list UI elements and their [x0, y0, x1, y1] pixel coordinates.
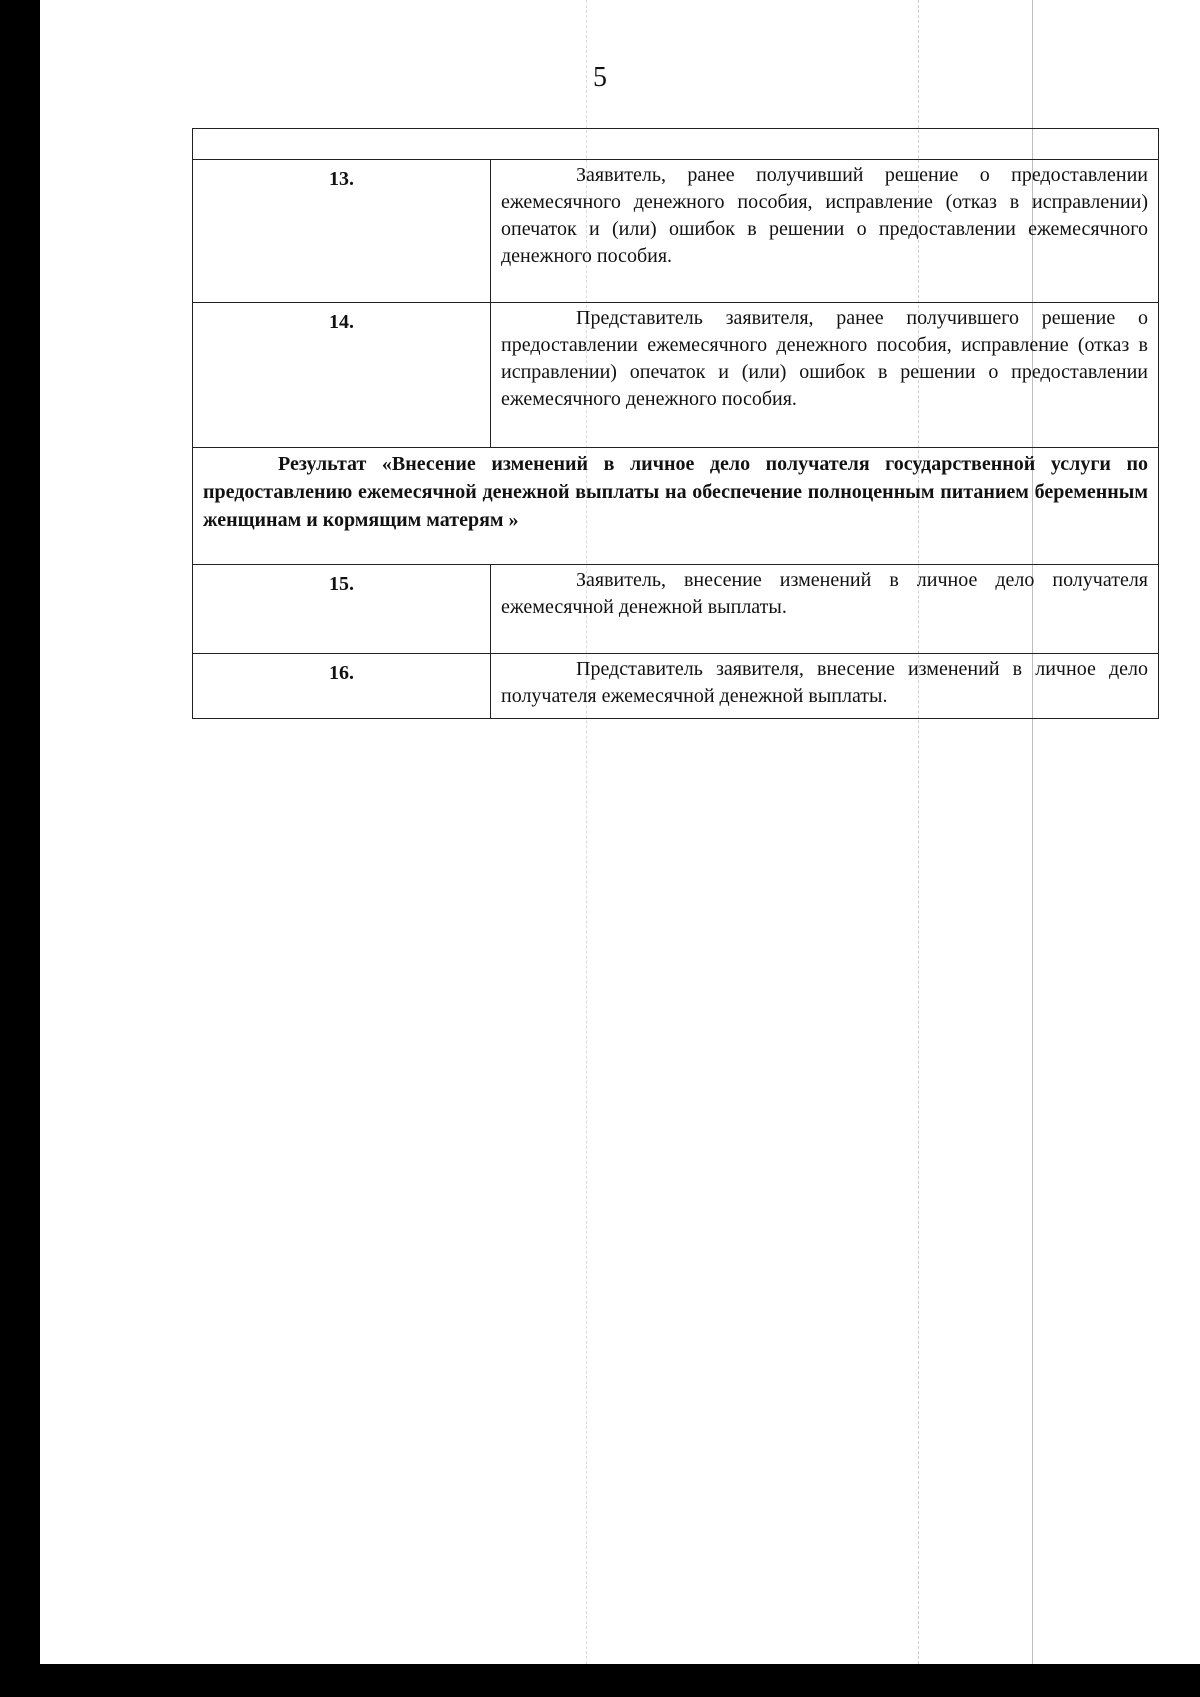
row-number: 13. — [193, 160, 491, 303]
document-table — [192, 128, 1159, 719]
row-number: 14. — [193, 303, 491, 448]
row-text: Заявитель, ранее получивший решение о предоставлении ежемесячного денежного пособия, исправление (отказ в исправлении) опечаток и (или) ошибок в решении о предоставлении ежемесячного денежного пособия. — [491, 160, 1159, 303]
row-text: Заявитель, внесение изменений в личное дело получателя ежемесячной денежной выплаты. — [491, 565, 1159, 654]
scan-border-left — [0, 0, 40, 1697]
page-number: 5 — [593, 62, 607, 93]
row-text: Представитель заявителя, внесение изменений в личное дело получателя ежемесячной денежной выплаты. — [491, 654, 1159, 719]
table-row — [193, 565, 1159, 654]
table-row-empty — [193, 129, 1159, 160]
row-text: Представитель заявителя, ранее получившего решение о предоставлении ежемесячного денежного пособия, исправление (отказ в исправлении) опечаток и (или) ошибок в решении о предоставлении ежемесячного денежного пособия. — [491, 303, 1159, 448]
result-heading-row — [193, 448, 1159, 565]
empty-cell — [193, 129, 1159, 160]
result-heading: Результат «Внесение изменений в личное дело получателя государственной услуги по предоставлению ежемесячной денежной выплаты на обеспечение полноценным питанием беременным женщинам и кормящим матерям » — [193, 448, 1159, 565]
table-row — [193, 303, 1159, 448]
scan-border-bottom — [0, 1664, 1200, 1697]
table-row — [193, 654, 1159, 719]
row-number: 16. — [193, 654, 491, 719]
row-number: 15. — [193, 565, 491, 654]
table-row — [193, 160, 1159, 303]
